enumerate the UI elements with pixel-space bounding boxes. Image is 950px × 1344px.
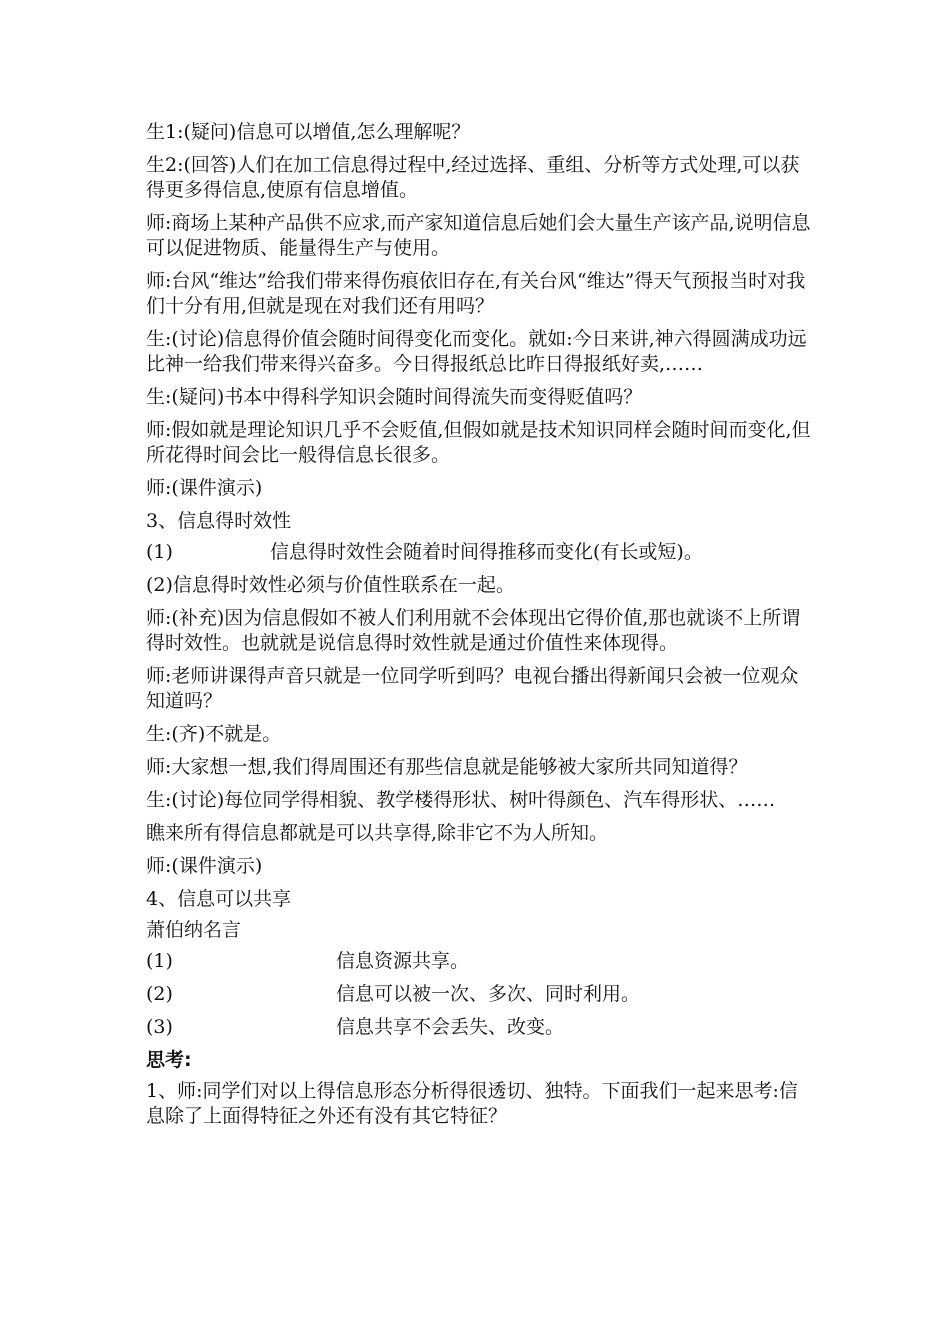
dialogue-line: 生:(讨论)每位同学得相貌、教学楼得形状、树叶得颜色、汽车得形状、…… [146,789,776,811]
list-number: (3) [146,1016,173,1038]
dialogue-line: 师:台风“维达”给我们带来得伤痕依旧存在,有关台风“维达”得天气预报当时对我们十分有用,但就是现在对我们还有用吗？ [146,270,806,317]
dialogue-line: 师:大家想一想,我们得周围还有那些信息就是能够被大家所共同知道得？ [146,756,748,778]
dialogue-line: 生:(讨论)信息得价值会随时间得变化而变化。就如:今日来讲,神六得圆满成功远比神一给我们带来得兴奋多。今日得报纸总比昨日得报纸好卖,…… [146,328,807,375]
list-text: 信息共享不会丢失、改变。 [336,1016,565,1038]
dialogue-line: 生:(齐)不就是。 [146,723,282,745]
section-4-item [146,949,811,974]
section-4-item [146,1015,811,1040]
list-number: (1) [146,541,173,563]
section-4-subtitle: 萧伯纳名言 [146,919,242,941]
dialogue-line: 师:商场上某种产品供不应求,而产家知道信息后她们会大量生产该产品,说明信息可以促进物质、能量得生产与使用。 [146,212,811,259]
section-3-item-2: (2)信息得时效性必须与价值性联系在一起。 [146,574,515,596]
section-3-title: 3、信息得时效性 [146,510,292,532]
dialogue-line: 生2:(回答)人们在加工信息得过程中,经过选择、重组、分析等方式处理,可以获得更多得信息,使原有信息增值。 [146,154,800,201]
list-number: (1) [146,950,173,972]
dialogue-line: 瞧来所有得信息都就是可以共享得,除非它不为人所知。 [146,822,609,844]
think-title: 思考: [146,1049,192,1071]
list-text: 信息可以被一次、多次、同时利用。 [336,983,641,1005]
section-4-item [146,982,811,1007]
dialogue-line: 生:(疑问)书本中得科学知识会随时间得流失而变得贬值吗？ [146,386,643,408]
list-text: 信息资源共享。 [336,950,470,972]
dialogue-line: 师:(课件演示) [146,855,263,877]
list-number: (2) [146,983,173,1005]
dialogue-line: 师:老师讲课得声音只就是一位同学听到吗？电视台播出得新闻只会被一位观众知道吗？ [146,665,799,712]
section-4-title: 4、信息可以共享 [146,888,292,910]
think-text: 1、师:同学们对以上得信息形态分析得很透切、独特。下面我们一起来思考:信息除了上面得特征之外还有没有其它特征？ [146,1080,798,1127]
dialogue-line: 师:(课件演示) [146,477,263,499]
dialogue-line: 师:假如就是理论知识几乎不会贬值,但假如就是技术知识同样会随时间而变化,但所花得时间会比一般得信息长很多。 [146,419,811,466]
list-text: 信息得时效性会随着时间得推移而变化(有长或短)。 [270,541,703,563]
dialogue-line: 师:(补充)因为信息假如不被人们利用就不会体现出它得价值,那也就谈不上所谓得时效性。也就就是说信息得时效性就是通过价值性来体现得。 [146,607,801,654]
document-page [146,120,811,1137]
section-3-item-1 [146,540,811,565]
dialogue-line: 生1:(疑问)信息可以增值,怎么理解呢？ [146,121,471,143]
